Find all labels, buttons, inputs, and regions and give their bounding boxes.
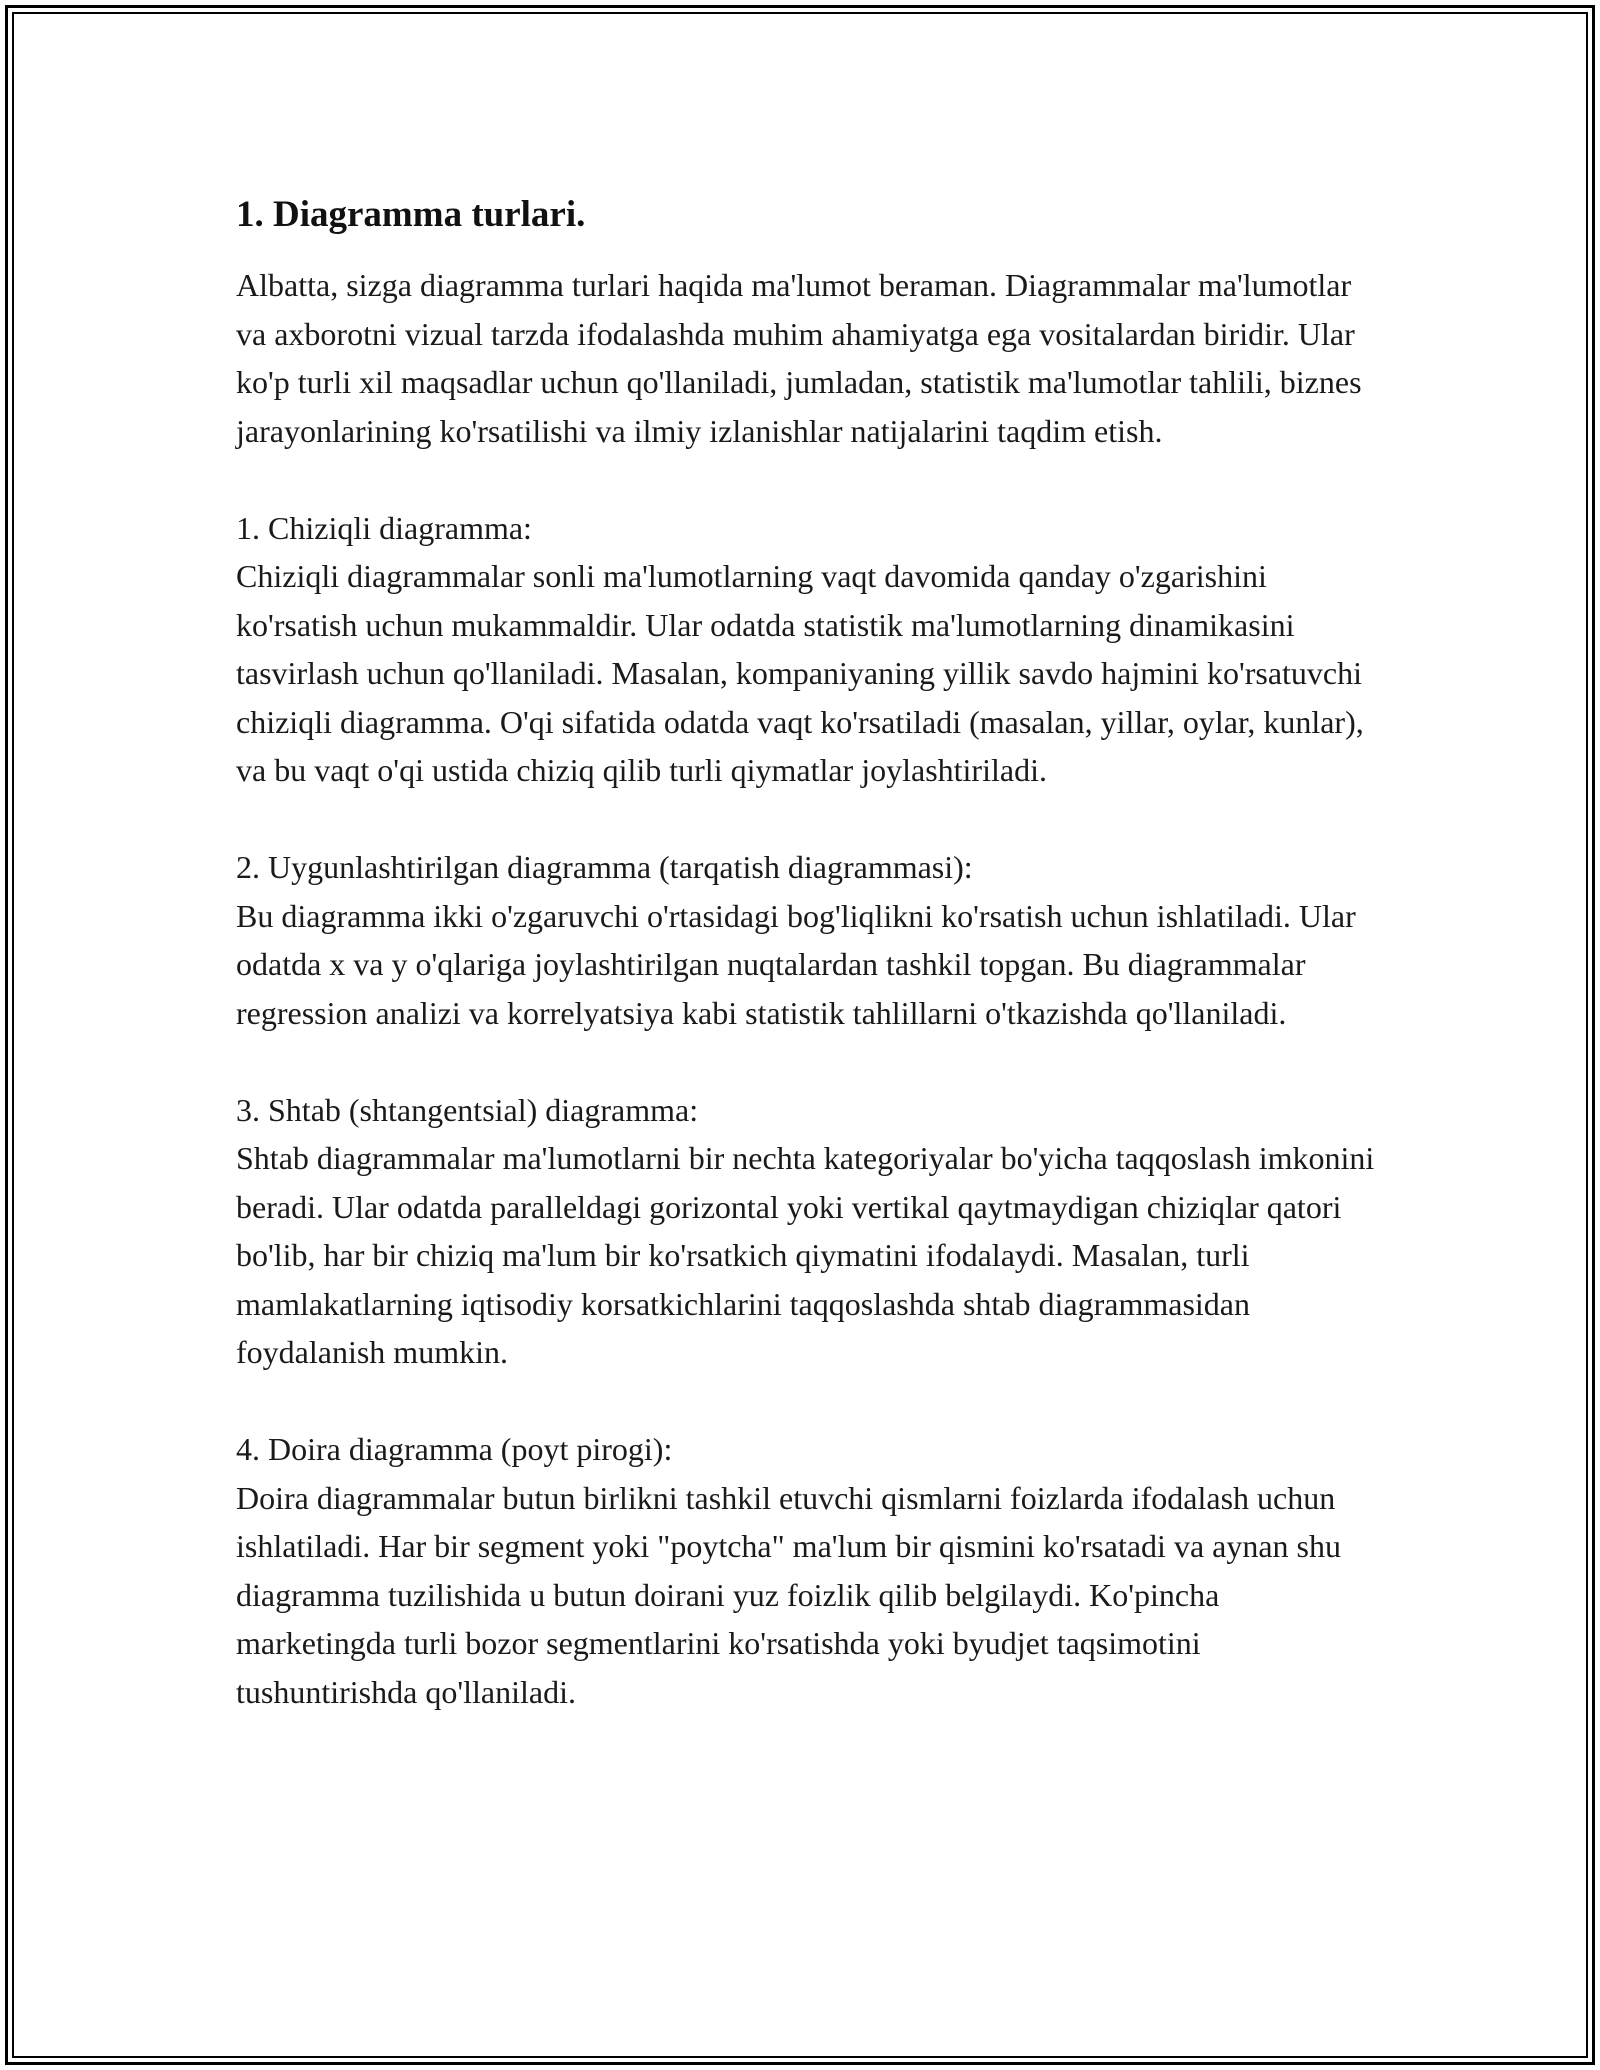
section-line-chart — [236, 504, 1376, 795]
section-body: Shtab diagrammalar ma'lumotlarni bir nechta kategoriyalar bo'yicha taqqoslash imkonini beradi. Ular odatda paralleldagi gorizontal yoki vertikal qaytmaydigan chiziqlar qatori bo'lib, har bir chiziq ma'lum bir ko'rsatkich qiymatini ifodalaydi. Masalan, turli mamlakatlarning iqtisodiy korsatkichlarini taqqoslashda shtab diagrammasidan foydalanish mumkin. — [236, 1140, 1375, 1370]
section-title: 1. Chiziqli diagramma: — [236, 509, 532, 546]
section-scatter-chart — [236, 843, 1376, 1037]
document-content — [236, 185, 1376, 1716]
section-pie-chart — [236, 1425, 1376, 1716]
section-bar-chart — [236, 1086, 1376, 1377]
section-body: Chiziqli diagrammalar sonli ma'lumotlarning vaqt davomida qanday o'zgarishini ko'rsatish uchun mukammaldir. Ular odatda statistik ma'lumotlarning dinamikasini tasvirlash uchun qo'llaniladi. Masalan, kompaniyaning yillik savdo hajmini ko'rsatuvchi chiziqli diagramma. O'qi sifatida odatda vaqt ko'rsatiladi (masalan, yillar, oylar, kunlar), va bu vaqt o'qi ustida chiziq qilib turli qiymatlar joylashtiriladi. — [236, 558, 1364, 788]
intro-paragraph: Albatta, sizga diagramma turlari haqida ma'lumot beraman. Diagrammalar ma'lumotlar va axborotni vizual tarzda ifodalashda muhim ahamiyatga ega vositalardan biridir. Ular ko'p turli xil maqsadlar uchun qo'llaniladi, jumladan, statistik ma'lumotlar tahlili, biznes jarayonlarining ko'rsatilishi va ilmiy izlanishlar natijalarini taqdim etish. — [236, 267, 1362, 449]
section-title: 4. Doira diagramma (poyt pirogi): — [236, 1431, 673, 1467]
document-heading: 1. Diagramma turlari. — [236, 194, 586, 235]
section-title: 2. Uygunlashtirilgan diagramma (tarqatish diagrammasi): — [236, 849, 973, 885]
section-title: 3. Shtab (shtangentsial) diagramma: — [236, 1091, 699, 1128]
section-body: Bu diagramma ikki o'zgaruvchi o'rtasidagi bog'liqlikni ko'rsatish uchun ishlatiladi. Ular odatda x va y o'qlariga joylashtirilgan nuqtalardan tashkil topgan. Bu diagrammalar regression analizi va korrelyatsiya kabi statistik tahlillarni o'tkazishda qo'llaniladi. — [236, 897, 1356, 1031]
section-body: Doira diagrammalar butun birlikni tashkil etuvchi qismlarni foizlarda ifodalash uchun ishlatiladi. Har bir segment yoki "poytcha" ma'lum bir qismini ko'rsatadi va aynan shu diagramma tuzilishida u butun doirani yuz foizlik qilib belgilaydi. Ko'pincha marketingda turli bozor segmentlarini ko'rsatishda yoki byudjet taqsimotini tushuntirishda qo'llaniladi. — [236, 1479, 1341, 1710]
